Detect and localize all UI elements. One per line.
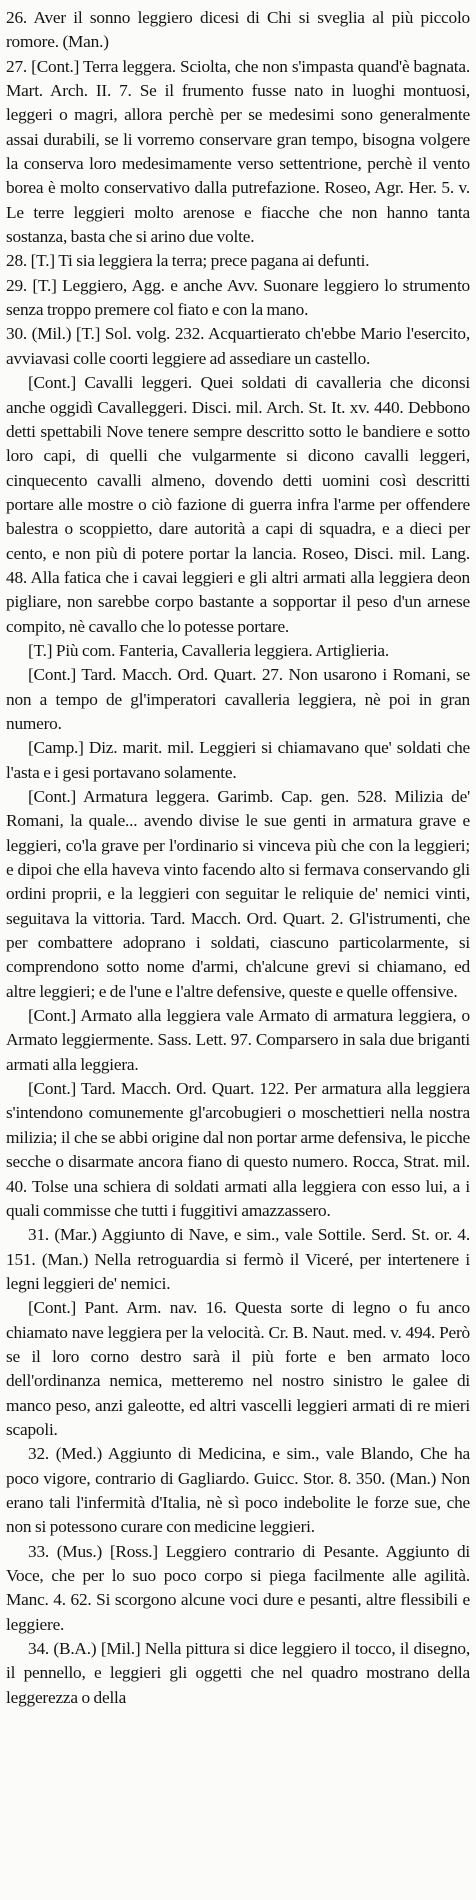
entry-tard-122: [Cont.] Tard. Macch. Ord. Quart. 122. Per armatura alla leggiera s'intendono comunemente gl'arcobugieri o moschettieri nella nostra milizia; il che se abbi origine dal non portar arme defensiva, le picche secche o disarmate ancora fiano di questo numero. Rocca, Strat. mil. 40. Tolse una schiera di soldati armati alla leggiera con esso lui, a i quali commisse che tutti i fuggitivi amazzassero. [6, 1079, 470, 1220]
entry-34: 34. (B.A.) [Mil.] Nella pittura si dice leggiero il tocco, il disegno, il pennello, e leggieri gli oggetti che nel quadro mostrano della leggerezza o della [6, 1639, 470, 1707]
entry-27: 27. [Cont.] Terra leggera. Sciolta, che non s'impasta quand'è bagnata. Mart. Arch. II. 7. Se il frumento fusse nato in luoghi montuosi, leggeri o magri, allora perchè per se medesimi sono generalmente assai durabili, se li vorremo conservare gran tempo, bisogna volgere la conserva loro medesimamente verso settentrione, perchè il vento borea è molto conservativo dalla putrefazione. Roseo, Agr. Her. 5. v. Le terre leggieri molto arenose e fiacche che non hanno tanta sostanza, basta che si arino due volte. [6, 56, 470, 247]
entry-28: 28. [T.] Ti sia leggiera la terra; prece pagana ai defunti. [6, 251, 370, 271]
entry-fanteria: [T.] Più com. Fanteria, Cavalleria leggiera. Artiglieria. [28, 640, 390, 660]
entry-29: 29. [T.] Leggiero, Agg. e anche Avv. Suonare leggiero lo strumento senza troppo premere col fiato e con la mano. [6, 275, 470, 320]
entry-pant-arm-nav: [Cont.] Pant. Arm. nav. 16. Questa sorte di legno o fu anco chiamato nave leggiera per la velocità. Cr. B. Naut. med. v. 494. Però se il loro corno destro sarà il più forte e ben armato loco dell'ordinanza nemica, metteremo nel nostro sinistro le galee di manco peso, anzi galeotte, ed altri vascelli leggieri armati di re mieri scapoli. [6, 1298, 470, 1439]
entry-diz-marit: [Camp.] Diz. marit. mil. Leggieri si chiamavano que' soldati che l'asta e i gesi portavano solamente. [6, 738, 470, 782]
entry-32: 32. (Med.) Aggiunto di Medicina, e sim., vale Blando, Che ha poco vigore, contrario di Gagliardo. Guicc. Stor. 8. 350. (Man.) Non erano tali l'infermità d'Italia, nè sì poco indebolite le forze sue, che non si potessono curare con medicine leggieri. [6, 1444, 470, 1537]
entry-26: 26. Aver il sonno leggiero dicesi di Chi si sveglia al più piccolo romore. (Man.) [6, 8, 470, 52]
entry-cavalli-leggeri: [Cont.] Cavalli leggeri. Quei soldati di cavalleria che diconsi anche oggidì Cavalleggeri. Disci. mil. Arch. St. It. xv. 440. Debbono detti spettabili Nove tenere sempre descritto sotto le bandiere e sotto loro capi, di quelli che vulgarmente si dicono cavalli leggeri, cinquecento cavalli almeno, dovendo detti uomini così descritti portare alle mostre o ciò fazione di guerra infra l'arme per offendere balestra o scoppietto, dare autorità a capi di squadra, e a dieci per cento, e non più di potere portar la lancia. Roseo, Disci. mil. Lang. 48. Alla fatica che i cavai leggieri e gli altri armati alla leggiera deon pigliare, non sarebbe corpo bastante a sopportar il peso d'un arnese compito, nè cavallo che lo potesse portare. [6, 373, 470, 636]
entry-armato-alla-leggiera: [Cont.] Armato alla leggiera vale Armato di armatura leggiera, o Armato leggiermente. Sass. Lett. 97. Comparsero in sala due briganti armati alla leggiera. [6, 1006, 470, 1074]
entry-tard-27: [Cont.] Tard. Macch. Ord. Quart. 27. Non usarono i Romani, se non a tempo de gl'imperatori cavalleria leggiera, nè poi in gran numero. [6, 665, 470, 733]
entry-30: 30. (Mil.) [T.] Sol. volg. 232. Acquartierato ch'ebbe Mario l'esercito, avviavasi colle coorti leggiere ad assediare un castello. [6, 324, 470, 368]
entry-33: 33. (Mus.) [Ross.] Leggiero contrario di Pesante. Aggiunto di Voce, che per lo suo poco corpo si piega facilmente alle agilità. Manc. 4. 62. Si scorgono alcune voci dure e pesanti, altre flessibili e leggiere. [6, 1541, 470, 1634]
entry-armatura-leggera: [Cont.] Armatura leggera. Garimb. Cap. gen. 528. Milizia de' Romani, la quale... avendo divise le sue genti in armatura grave e leggieri, co'la grave per l'ordinario si vinceva più che con la leggieri; e dipoi che ella haveva vinto facendo alto si fermava conservando gli ordini proprii, e la leggieri con seguitar le reliquie de' nemici vinti, seguitava la vittoria. Tard. Macch. Ord. Quart. 2. Gl'istrumenti, che per combattere adoprano i soldati, ciascuno particolarmente, si comprendono sotto nome d'armi, ch'alcune grevi si chiamano, ed altre leggieri; e de l'une e l'altre defensive, queste e quelle offensive. [6, 787, 470, 1001]
entry-31: 31. (Mar.) Aggiunto di Nave, e sim., vale Sottile. Serd. St. or. 4. 151. (Man.) Nella retroguardia si fermò il Viceré, per intertenere i legni leggieri de' nemici. [6, 1225, 470, 1293]
